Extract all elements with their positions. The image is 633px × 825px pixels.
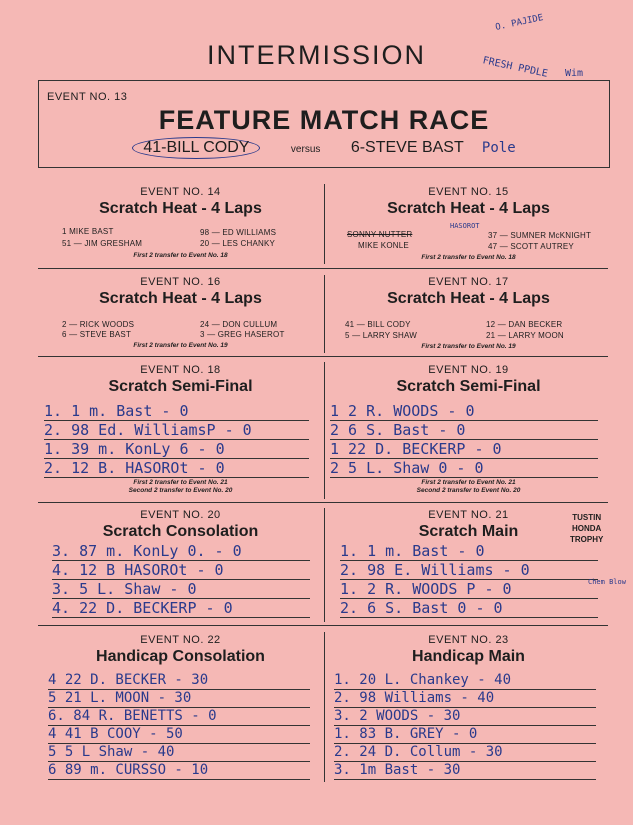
event-16-b2: 3 — GREG HASEROT <box>200 330 285 339</box>
event-19-title: Scratch Semi-Final <box>396 378 541 395</box>
event-23-row: 3. 1m Bast - 30 <box>334 762 461 778</box>
event-18-transfer-2: Second 2 transfer to Event No. 20 <box>128 487 233 494</box>
event-17 <box>326 272 611 308</box>
event-20-row: 3. 5 L. Shaw - 0 <box>52 580 197 598</box>
event-22 <box>38 630 323 666</box>
event-15-a2: MIKE KONLE <box>358 241 409 250</box>
event-14 <box>38 182 323 218</box>
feature-event-number: EVENT NO. 13 <box>47 91 128 103</box>
event-18-number: EVENT NO. 18 <box>140 364 221 376</box>
write-line <box>330 477 598 478</box>
event-20-row: 4. 22 D. BECKERP - 0 <box>52 599 233 617</box>
event-21-title: Scratch Main <box>418 523 519 540</box>
event-15-a1-hand: HASOROT <box>450 222 480 230</box>
event-14-b1: 98 — ED WILLIAMS <box>200 228 277 237</box>
event-22-number: EVENT NO. 22 <box>140 634 221 646</box>
event-16-number: EVENT NO. 16 <box>140 276 221 288</box>
event-18-row: 2. 98 Ed. WilliamsP - 0 <box>44 421 252 439</box>
event-15-b1: 37 — SUMNER McKNIGHT <box>488 231 592 240</box>
write-line <box>340 617 598 618</box>
event-23-row: 2. 24 D. Collum - 30 <box>334 744 503 760</box>
divider <box>324 362 325 499</box>
event-15-number: EVENT NO. 15 <box>428 186 509 198</box>
write-line <box>44 477 309 478</box>
scribble-win: Wim <box>565 68 584 79</box>
scribble-topright: O. PAJIDE <box>494 13 545 33</box>
divider <box>38 268 608 269</box>
event-16-title: Scratch Heat - 4 Laps <box>99 290 262 307</box>
divider <box>38 625 608 626</box>
scribble-fresh: FRESH PPDLE <box>481 55 549 80</box>
event-19-number: EVENT NO. 19 <box>428 364 509 376</box>
event-21-side-note: Chem Blow <box>588 578 626 586</box>
event-14-a2: 51 — JIM GRESHAM <box>62 239 143 248</box>
event-22-row: 5 5 L Shaw - 40 <box>48 744 175 760</box>
event-17-number: EVENT NO. 17 <box>428 276 509 288</box>
event-19-row: 1 2 R. WOODS - 0 <box>330 402 475 420</box>
event-19-transfer-1: First 2 transfer to Event No. 21 <box>421 479 516 486</box>
event-17-title: Scratch Heat - 4 Laps <box>387 290 550 307</box>
event-23-row: 1. 20 L. Chankey - 40 <box>334 672 512 688</box>
event-17-b2: 21 — LARRY MOON <box>486 331 564 340</box>
event-22-row: 4 41 B COOY - 50 <box>48 726 183 742</box>
divider <box>324 508 325 622</box>
event-14-number: EVENT NO. 14 <box>140 186 221 198</box>
trophy-line: TUSTIN <box>572 513 602 522</box>
event-23 <box>326 630 611 666</box>
feature-event-box <box>38 80 610 168</box>
trophy-line: TROPHY <box>570 535 604 544</box>
event-16 <box>38 272 323 308</box>
divider <box>324 275 325 353</box>
event-20-title: Scratch Consolation <box>102 523 259 540</box>
event-15-title: Scratch Heat - 4 Laps <box>387 200 550 217</box>
event-17-transfer: First 2 transfer to Event No. 19 <box>421 343 516 350</box>
event-17-a2: 5 — LARRY SHAW <box>345 331 418 340</box>
event-15-transfer: First 2 transfer to Event No. 18 <box>421 254 516 261</box>
feature-left-rider: 41-BILL CODY <box>132 137 260 159</box>
divider <box>324 184 325 264</box>
event-18 <box>38 360 323 396</box>
event-21 <box>326 505 611 541</box>
event-21-number: EVENT NO. 21 <box>428 509 509 521</box>
event-23-title: Handicap Main <box>412 648 525 665</box>
event-23-number: EVENT NO. 23 <box>428 634 509 646</box>
feature-title: FEATURE MATCH RACE <box>158 105 490 135</box>
event-22-row: 4 22 D. BECKER - 30 <box>48 672 209 688</box>
event-16-transfer: First 2 transfer to Event No. 19 <box>133 342 228 349</box>
event-16-a1: 2 — RICK WOODS <box>62 320 135 329</box>
event-19-row: 1 22 D. BECKERP - 0 <box>330 440 502 458</box>
event-14-b2: 20 — LES CHANKY <box>200 239 276 248</box>
event-18-transfer-1: First 2 transfer to Event No. 21 <box>133 479 228 486</box>
divider <box>38 356 608 357</box>
event-22-title: Handicap Consolation <box>96 648 265 665</box>
event-22-row: 5 21 L. MOON - 30 <box>48 690 192 706</box>
event-15-a1: SONNY NUTTER <box>347 230 413 239</box>
event-19-row: 2 6 S. Bast - 0 <box>330 421 466 439</box>
event-19-transfer-2: Second 2 transfer to Event No. 20 <box>416 487 521 494</box>
trophy-label <box>570 512 603 545</box>
event-20 <box>38 505 323 541</box>
event-21-row: 2. 98 E. Williams - 0 <box>340 561 530 579</box>
event-20-row: 3. 87 m. KonLy 0. - 0 <box>52 542 242 560</box>
event-20-number: EVENT NO. 20 <box>140 509 221 521</box>
event-23-row: 1. 83 B. GREY - 0 <box>334 726 478 742</box>
event-14-a1: 1 MIKE BAST <box>62 227 114 236</box>
event-18-row: 1. 1 m. Bast - 0 <box>44 402 189 420</box>
event-17-a1: 41 — BILL CODY <box>345 320 411 329</box>
write-line <box>334 779 596 780</box>
event-15-b2: 47 — SCOTT AUTREY <box>488 242 574 251</box>
event-23-row: 3. 2 WOODS - 30 <box>334 708 461 724</box>
trophy-line: HONDA <box>572 524 602 533</box>
event-15 <box>326 182 611 218</box>
write-line <box>52 617 310 618</box>
event-14-transfer: First 2 transfer to Event No. 18 <box>133 252 228 259</box>
divider <box>324 632 325 782</box>
feature-right-rider: 6-STEVE BAST <box>350 139 464 156</box>
event-17-b1: 12 — DAN BECKER <box>486 320 563 329</box>
event-23-row: 2. 98 Williams - 40 <box>334 690 495 706</box>
event-18-row: 1. 39 m. KonLy 6 - 0 <box>44 440 225 458</box>
event-22-row: 6 89 m. CURSSO - 10 <box>48 762 209 778</box>
event-18-title: Scratch Semi-Final <box>108 378 253 395</box>
event-19 <box>326 360 611 396</box>
page-title: INTERMISSION <box>206 40 426 70</box>
event-21-row: 1. 2 R. WOODS P - 0 <box>340 580 512 598</box>
event-22-row: 6. 84 R. BENETTS - 0 <box>48 708 217 724</box>
event-14-title: Scratch Heat - 4 Laps <box>99 200 262 217</box>
event-21-row: 1. 1 m. Bast - 0 <box>340 542 485 560</box>
feature-note: Pole <box>481 140 516 156</box>
event-16-b1: 24 — DON CULLUM <box>200 320 278 329</box>
event-19-row: 2 5 L. Shaw 0 - 0 <box>330 459 484 477</box>
event-18-row: 2. 12 B. HASOROt - 0 <box>44 459 225 477</box>
event-16-a2: 6 — STEVE BAST <box>62 330 132 339</box>
event-21-row: 2. 6 S. Bast 0 - 0 <box>340 599 503 617</box>
feature-matchup <box>39 137 609 159</box>
event-20-row: 4. 12 B HASOROt - 0 <box>52 561 224 579</box>
feature-versus: versus <box>290 144 321 155</box>
write-line <box>48 779 310 780</box>
divider <box>38 502 608 503</box>
